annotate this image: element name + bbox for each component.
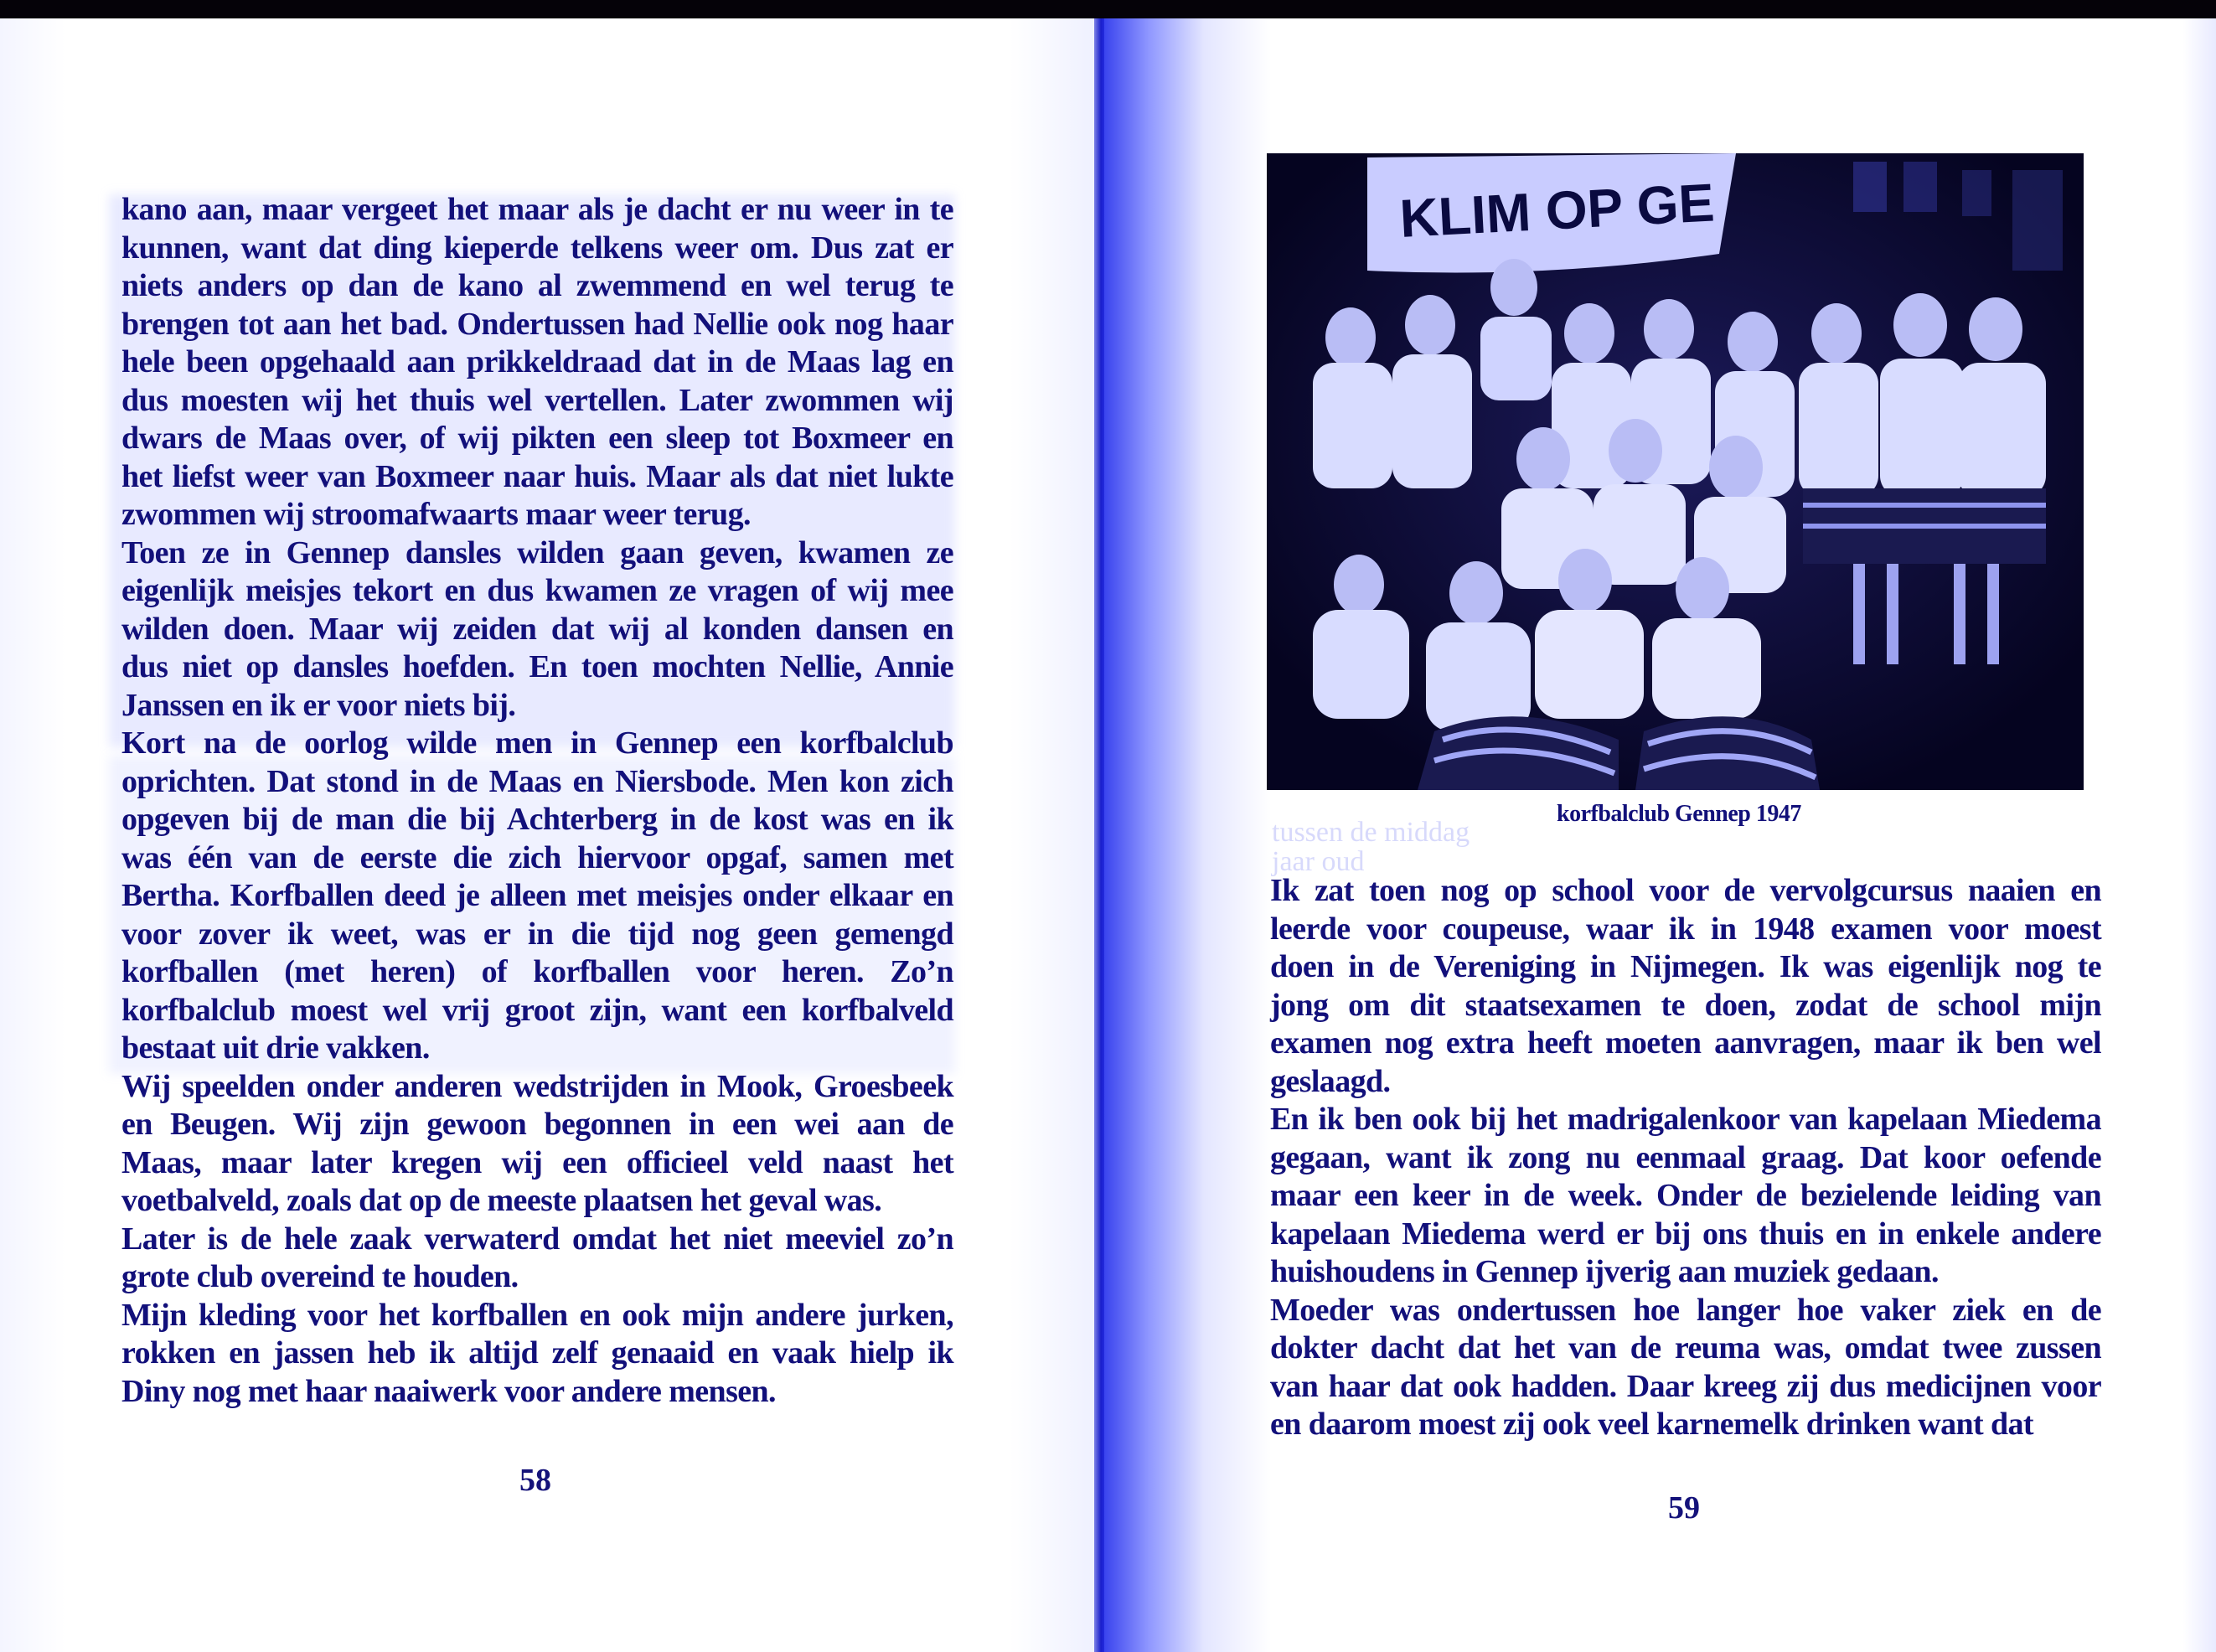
text-line: gegaan, want ik zong nu eenmaal graag. Dat koor oefende	[1270, 1139, 2101, 1175]
middle-row-players	[1501, 419, 1786, 593]
text-line: voor zover ik weet, was er in die tijd nog geen gemengd	[121, 916, 953, 952]
text-line: maar een keer in de week. Onder de bezielende leiding van	[1270, 1178, 2101, 1213]
left-page-number: 58	[519, 1463, 551, 1498]
paragraph	[1270, 1101, 2101, 1292]
team-photo	[1267, 153, 2084, 790]
right-page-body-text	[1270, 872, 2101, 1444]
text-line: brengen tot aan het bad. Ondertussen had Nellie ook nog haar	[121, 306, 953, 342]
text-line: oprichten. Dat stond in de Maas en Niersbode. Men kon zich	[121, 763, 953, 799]
text-line: Diny nog met haar naaiwerk voor andere mensen.	[121, 1373, 776, 1409]
photo-caption: korfbalclub Gennep 1947	[1557, 801, 1801, 827]
text-line: voetbalveld, zoals dat op de meeste plaatsen het geval was.	[121, 1183, 882, 1218]
paragraph	[121, 1297, 953, 1412]
text-line: opgeven bij de man die bij Achterberg in de kost was en ik	[121, 802, 953, 837]
text-line: Maas, maar later kregen wij een officieel veld naast het	[121, 1144, 953, 1180]
text-line: examen nog extra heeft moeten aanvragen, maar ik ben wel	[1270, 1025, 2101, 1061]
text-line: Later is de hele zaak verwaterd omdat het niet meeviel zo’n	[121, 1221, 953, 1257]
text-line: Moeder was ondertussen hoe langer hoe vaker ziek en de	[1270, 1292, 2101, 1328]
text-line: rokken en jassen heb ik altijd zelf genaaid en vaak hielp ik	[121, 1335, 953, 1371]
paragraph	[121, 1068, 953, 1221]
text-line: zwommen wij stroomafwaarts maar weer terug.	[121, 497, 751, 532]
text-line: geslaagd.	[1270, 1063, 1391, 1099]
text-line: huishoudens in Gennep ijverig aan muziek gedaan.	[1270, 1254, 1939, 1289]
text-line: kapelaan Miedema werd er bij ons thuis en in enkele andere	[1270, 1216, 2101, 1252]
text-line: jong om dit staatsexamen te doen, zodat de school mijn	[1270, 987, 2101, 1023]
text-line: niets anders op dan de kano al zwemmend en wel terug te	[121, 268, 953, 303]
text-line: Toen ze in Gennep dansles wilden gaan geven, kwamen ze	[121, 534, 953, 570]
text-line: het liefst weer van Boxmeer naar huis. Maar als dat niet lukte	[121, 458, 953, 494]
left-page-body-text	[121, 191, 953, 1411]
text-line: doen in de Vereniging in Nijmegen. Ik was eigenlijk nog te	[1270, 949, 2101, 984]
text-line: En ik ben ook bij het madrigalenkoor van kapelaan Miedema	[1270, 1102, 2101, 1137]
text-line: dwars de Maas over, of wij pikten een sleep tot Boxmeer en	[121, 421, 953, 456]
text-line: dokter dacht dat het van de reuma was, omdat twee zussen	[1270, 1330, 2101, 1365]
bleed-through-text: tussen de middag	[1272, 817, 1470, 848]
text-line: hele been opgehaald aan prikkeldraad dat in de Maas lag en	[121, 344, 953, 379]
text-line: en daarom moest zij ook veel karnemelk drinken want dat	[1270, 1407, 2033, 1442]
text-line: en Beugen. Wij zijn gewoon begonnen in een wei aan de	[121, 1107, 953, 1142]
banner-text: KLIM OP GE	[1397, 172, 1716, 249]
text-line: Janssen en ik er voor niets bij.	[121, 687, 516, 723]
text-line: wilden doen. Maar wij zeiden dat wij al konden dansen en	[121, 611, 953, 647]
team-photo-illustration	[1267, 153, 2084, 790]
text-line: Mijn kleding voor het korfballen en ook mijn andere jurken,	[121, 1297, 953, 1333]
text-line: Bertha. Korfballen deed je alleen met meisjes onder elkaar en	[121, 878, 953, 913]
text-line: Wij speelden onder anderen wedstrijden in Mook, Groesbeek	[121, 1068, 953, 1104]
text-line: was één van de eerste die zich hiervoor opgaf, samen met	[121, 839, 953, 875]
paragraph	[121, 191, 953, 534]
text-line: Ik zat toen nog op school voor de vervolgcursus naaien en	[1270, 873, 2101, 908]
paragraph	[1270, 1292, 2101, 1444]
bleed-through-text: jaar oud	[1272, 846, 1365, 877]
paragraph	[121, 534, 953, 725]
text-line: leerde voor coupeuse, waar ik in 1948 examen voor moest	[1270, 911, 2101, 947]
text-line: Kort na de oorlog wilde men in Gennep een korfbalclub	[121, 725, 953, 761]
text-line: van haar dat ook hadden. Daar kreeg zij dus medicijnen voor	[1270, 1368, 2101, 1404]
text-line: dus moesten wij het thuis wel vertellen. Later zwommen wij	[121, 382, 953, 418]
text-line: korfbalclub moest wel vrij groot zijn, want een korfbalveld	[121, 992, 953, 1028]
text-line: kunnen, want dat ding kieperde telkens weer om. Dus zat er	[121, 230, 953, 266]
scan-top-edge	[0, 0, 2216, 18]
right-page-number: 59	[1668, 1490, 1700, 1526]
text-line: dus niet op dansles hoefden. En toen mochten Nellie, Annie	[121, 649, 953, 684]
paragraph	[121, 725, 953, 1068]
text-line: eigenlijk meisjes tekort en dus kwamen ze vragen of wij mee	[121, 573, 953, 608]
text-line: bestaat uit drie vakken.	[121, 1030, 430, 1066]
text-line: korfballen (met heren) of korfballen voor heren. Zo’n	[121, 954, 953, 989]
text-line: kano aan, maar vergeet het maar als je dacht er nu weer in te	[121, 192, 953, 227]
paragraph	[121, 1221, 953, 1297]
paragraph	[1270, 872, 2101, 1101]
text-line: grote club overeind te houden.	[121, 1259, 519, 1294]
